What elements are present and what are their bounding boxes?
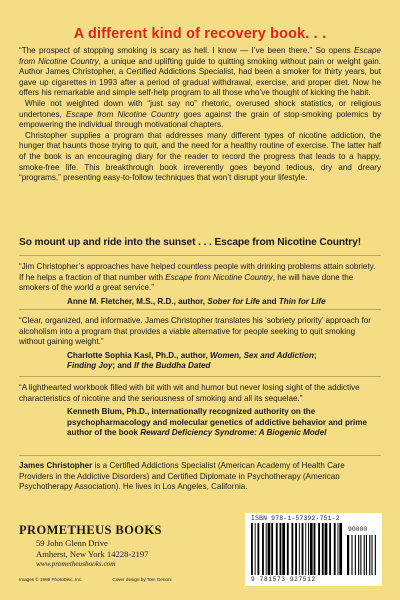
quote-attribution: Kenneth Blum, Ph.D., internationally recognized authority on the psychopharmacology and molecular genetics of addictive behavior and prime author of the book Reward Deficiency Syndrome: A Biogenic Model: [67, 407, 367, 437]
barcode-bar: [262, 523, 264, 575]
intro-paragraph-1: “The prospect of stopping smoking is scary as hell. I know — I’ve been there.” So opens Escape from Nicotine Country, a unique and uplifting guide to quitting smoking without pain or weight gain. Author James Christopher, a Certified Addictions Specialist, had been a smoker for thirty years, but gave up cigarettes in 1993 after a period of gradual withdrawal, exercise, and proper diet. Now he offers his remarkable and simple self-help program to all those who’ve thought of kicking the habit.: [19, 46, 381, 98]
barcode-bar: [287, 523, 289, 575]
endorsement-1: [19, 262, 381, 307]
publisher-website: www.prometheusbooks.com: [36, 560, 116, 568]
barcode-bar: [310, 523, 313, 575]
barcode-bar: [371, 535, 372, 575]
barcode-bar: [305, 523, 306, 575]
divider: [19, 255, 381, 256]
barcode-bar: [268, 523, 271, 575]
barcode-bar: [299, 523, 300, 575]
barcode-bar: [282, 523, 285, 575]
book-title: Escape from Nicotine Country: [65, 109, 180, 119]
barcode-bar: [251, 523, 253, 575]
barcode-bar: [334, 523, 336, 575]
barcode-block: [245, 513, 382, 586]
divider: [19, 376, 381, 377]
barcode-bar: [351, 535, 352, 575]
book-title: Escape from Nicotine Country: [19, 46, 381, 66]
publisher-name: PROMETHEUS BOOKS: [19, 523, 162, 537]
barcode-bar: [366, 535, 367, 575]
author-bio: James Christopher is a Certified Addictions Specialist (American Academy of Health Care Providers in the Addictive Disorders) and Certified Diplomate in Psychotherapy (American Psychotherapy Association). He lives in Los Angeles, California.: [19, 461, 345, 492]
quote-attribution: Charlotte Sophia Kasl, Ph.D., author, Women, Sex and Addiction; Finding Joy; and If the Buddha Dated: [67, 350, 317, 371]
headline: A different kind of recovery book. . .: [73, 26, 327, 42]
barcode-bar: [295, 523, 297, 575]
barcode-bar: [280, 523, 282, 575]
quote-text: “Clear, organized, and informative. James Christopher translates his ‘sobriety priority’ approach for alcoholism into a program that provides a viable alternative for people seeking to quit smoking without gaining weight.”: [19, 316, 371, 347]
design-credit: Cover design by Tom Genoni: [112, 577, 172, 582]
barcode-bar: [358, 535, 359, 575]
quote-text: “A lighthearted workbook filled with bit with wit and humor but never losing sight of the addictive characteristics of nicotine and the seriousness of smoking and all its sequelae.”: [19, 383, 360, 403]
price-code-label: 90000: [348, 526, 368, 533]
barcode-bar: [271, 523, 273, 575]
barcode-bar: [302, 523, 304, 575]
barcode-number: 9 781573 927512: [251, 576, 316, 583]
barcode-bar: [266, 523, 267, 575]
endorsement-2: [19, 316, 381, 372]
publisher-street: 59 John Glenn Drive: [36, 538, 108, 548]
barcode-bar: [369, 535, 370, 575]
barcode-bar: [339, 523, 342, 575]
intro-paragraph-3: Christopher supplies a program that addresses many different types of nicotine addiction, the hunger that haunts those trying to quit, and the need for a healthy routine of exercise. The latter half of the book is an encouraging diary for the reader to record the progress that leads to a happy, smoke-free life. This breakthrough book irreverently goes beyond tedious, dry and dreary “programs,” presenting easy-to-follow techniques that won’t disrupt your lifestyle.: [19, 130, 381, 183]
barcode-bar: [355, 535, 356, 575]
intro-paragraph-2: While not weighted down with “just say no” rhetoric, overused shock statistics, or religious undertones, Escape from Nicotine Country goes against the grain of stop-smoking polemics by empowering the individual through motivational chapters.: [19, 98, 381, 130]
quote-text: “Jim Christopher’s approaches have helped countless people with drinking problems attain sobriety. If he helps a fraction of that number with Escape from Nicotine Country, he will have done the smokers of the world a great service.”: [19, 262, 376, 293]
barcode-bar: [255, 523, 256, 575]
credits: [19, 577, 249, 582]
barcode-bar: [276, 523, 278, 575]
barcode-main: [251, 523, 343, 575]
isbn-label: ISBN 978-1-57392-751-2: [251, 515, 340, 522]
barcode-bar: [314, 523, 316, 575]
image-credit: Images © 1999 PhotoDisc, Inc.: [19, 577, 83, 582]
barcode-bar: [329, 523, 331, 575]
divider: [19, 455, 381, 456]
barcode-addon: [347, 535, 377, 575]
quote-attribution: Anne M. Fletcher, M.S., R.D., author, Sober for Life and Thin for Life: [67, 296, 326, 306]
barcode-bar: [337, 523, 338, 575]
barcode-bar: [364, 535, 365, 575]
divider: [19, 309, 381, 310]
barcode-bar: [257, 523, 259, 575]
tagline: So mount up and ride into the sunset . . . Escape from Nicotine Country!: [19, 237, 362, 248]
author-name: James Christopher: [19, 461, 93, 470]
barcode-bar: [322, 523, 324, 575]
barcode-bar: [325, 523, 328, 575]
barcode-bar: [291, 523, 293, 575]
publisher-block: [19, 523, 219, 568]
intro-text: [19, 46, 381, 184]
endorsement-3: [19, 383, 381, 438]
barcode-bar: [308, 523, 309, 575]
barcode-bar: [318, 523, 320, 575]
barcode-bar: [347, 535, 349, 575]
publisher-city: Amherst, New York 14228-2197: [36, 548, 149, 559]
barcode-bar: [360, 535, 361, 575]
barcode-bar: [375, 535, 376, 575]
